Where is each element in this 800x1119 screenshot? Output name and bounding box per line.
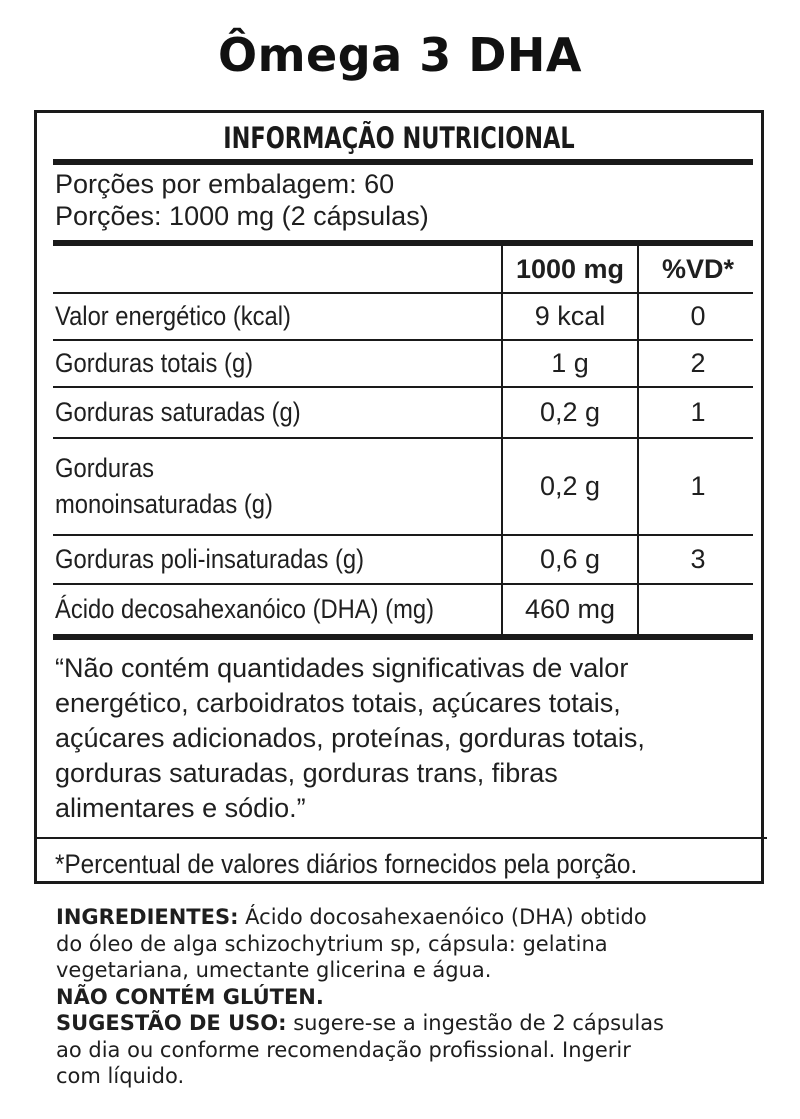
gluten-statement: NÃO CONTÉM GLÚTEN. <box>56 984 324 1009</box>
nutrient-dv: 2 <box>690 347 706 378</box>
note-line: “Não contém quantidades significativas de valor <box>55 653 629 683</box>
nutrient-amount: 0,2 g <box>539 396 601 427</box>
nutrient-amount: 9 kcal <box>534 300 606 331</box>
row-divider <box>37 837 767 839</box>
column-header-dv: %VD* <box>661 253 735 284</box>
nutrition-facts-panel <box>34 110 764 884</box>
column-divider <box>637 246 639 638</box>
note-line: energético, carboidratos totais, açúcares totais, <box>55 688 621 718</box>
product-title: Ômega 3 DHA <box>217 28 583 82</box>
product-info <box>56 904 776 1090</box>
nutrient-amount: 0,6 g <box>539 543 601 574</box>
usage-text: sugere-se a ingestão de 2 cápsulas <box>286 1011 665 1035</box>
usage-label: SUGESTÃO DE USO: <box>56 1011 287 1035</box>
nutrient-label: Gorduras saturadas (g) <box>55 396 301 427</box>
nutrient-dv: 3 <box>690 543 706 574</box>
nutrient-label: Gorduras totais (g) <box>55 347 254 378</box>
nutrient-dv: 1 <box>690 396 706 427</box>
ingredients-line: vegetariana, umectante glicerina e água. <box>56 958 492 982</box>
note-line: gorduras saturadas, gorduras trans, fibras <box>55 758 558 788</box>
ingredients-line <box>56 904 776 931</box>
ingredients-text: Ácido docosahexaenóico (DHA) obtido <box>238 905 647 929</box>
usage-line: com líquido. <box>56 1064 185 1088</box>
nutrient-amount: 460 mg <box>524 593 616 624</box>
nutrient-label: Gorduras poli-insaturadas (g) <box>55 543 365 574</box>
nutrient-dv <box>643 585 753 633</box>
dv-footnote: *Percentual de valores diários fornecidos pela porção. <box>55 849 638 879</box>
ingredients-label: INGREDIENTES: <box>56 905 239 929</box>
column-header-amount: 1000 mg <box>515 253 625 284</box>
nutrient-label: monoinsaturadas (g) <box>55 488 273 519</box>
nutrient-label: Gorduras <box>55 452 155 483</box>
ingredients-line: do óleo de alga schizochytrium sp, cápsula: gelatina <box>56 931 608 956</box>
nutrient-dv: 0 <box>690 300 706 331</box>
note-line: alimentares e sódio.” <box>55 793 306 823</box>
nutrient-label: Ácido decosahexanóico (DHA) (mg) <box>55 593 435 624</box>
panel-heading: INFORMAÇÃO NUTRICIONAL <box>223 121 575 155</box>
note-line: açúcares adicionados, proteínas, gorduras totais, <box>55 723 645 753</box>
nutrient-label: Valor energético (kcal) <box>55 300 291 331</box>
divider-thick <box>53 159 753 165</box>
usage-line: ao dia ou conforme recomendação profissional. Ingerir <box>56 1037 631 1062</box>
servings-per-package: Porções por embalagem: 60 <box>55 169 395 199</box>
divider-thick <box>53 634 753 640</box>
serving-size: Porções: 1000 mg (2 cápsulas) <box>55 201 429 231</box>
nutrition-note <box>55 651 755 826</box>
nutrient-amount: 0,2 g <box>539 470 601 501</box>
usage-line <box>56 1010 776 1037</box>
nutrient-dv: 1 <box>690 470 706 501</box>
nutrient-amount: 1 g <box>551 347 589 378</box>
